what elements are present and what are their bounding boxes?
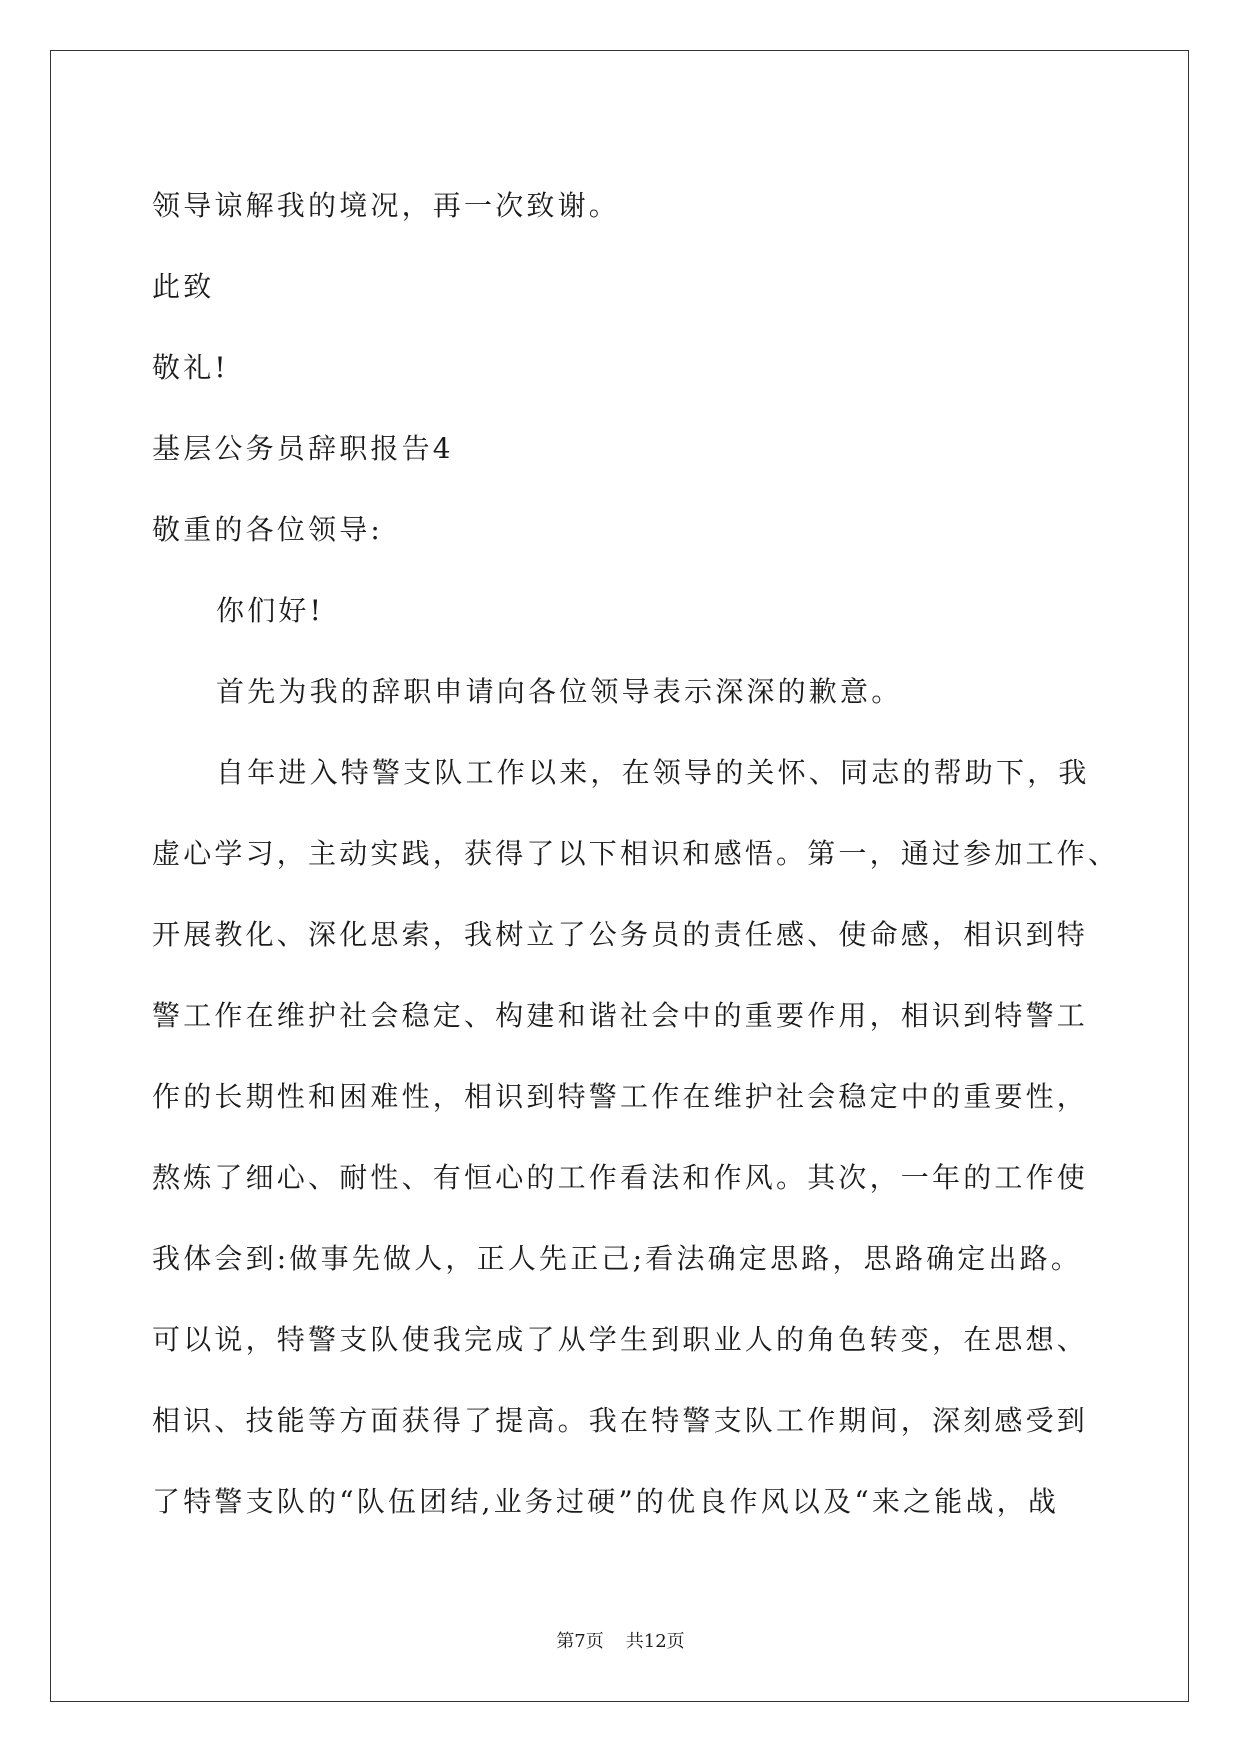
document-body bbox=[152, 165, 1120, 1542]
letter-greeting: 敬重的各位领导: bbox=[152, 513, 384, 546]
paragraph-2-line-5: 作的长期性和困难性，相识到特警工作在维护社会稳定中的重要性， bbox=[152, 1080, 1089, 1113]
paragraph-2-line-10: 了特警支队的“队伍团结,业务过硬”的优良作风以及“来之能战，战 bbox=[152, 1485, 1060, 1518]
closing-salutation: 此致 bbox=[152, 270, 215, 303]
paragraph-1: 首先为我的辞职申请向各位领导表示深深的歉意。 bbox=[216, 675, 903, 708]
page-number-total: 共12页 bbox=[625, 1631, 685, 1652]
closing-regards: 敬礼! bbox=[152, 351, 229, 384]
page-footer bbox=[0, 1630, 1241, 1654]
paragraph-2-line-2: 虚心学习，主动实践，获得了以下相识和感悟。第一，通过参加工作、 bbox=[152, 837, 1120, 870]
paragraph-2-line-4: 警工作在维护社会稳定、构建和谐社会中的重要作用，相识到特警工 bbox=[152, 999, 1089, 1032]
page-number-current: 第7页 bbox=[556, 1631, 604, 1652]
text-line-1: 领导谅解我的境况，再一次致谢。 bbox=[152, 189, 621, 222]
section-title: 基层公务员辞职报告4 bbox=[152, 432, 454, 465]
paragraph-2-line-3: 开展教化、深化思索，我树立了公务员的责任感、使命感，相识到特 bbox=[152, 918, 1089, 951]
letter-hello: 你们好! bbox=[216, 594, 325, 627]
paragraph-2-line-9: 相识、技能等方面获得了提高。我在特警支队工作期间，深刻感受到 bbox=[152, 1404, 1089, 1437]
paragraph-2-line-1: 自年进入特警支队工作以来，在领导的关怀、同志的帮助下，我 bbox=[216, 756, 1090, 789]
paragraph-2-line-8: 可以说，特警支队使我完成了从学生到职业人的角色转变，在思想、 bbox=[152, 1323, 1089, 1356]
paragraph-2-line-7: 我体会到:做事先做人，正人先正己;看法确定思路，思路确定出路。 bbox=[152, 1242, 1083, 1275]
paragraph-2-line-6: 熬炼了细心、耐性、有恒心的工作看法和作风。其次，一年的工作使 bbox=[152, 1161, 1089, 1194]
